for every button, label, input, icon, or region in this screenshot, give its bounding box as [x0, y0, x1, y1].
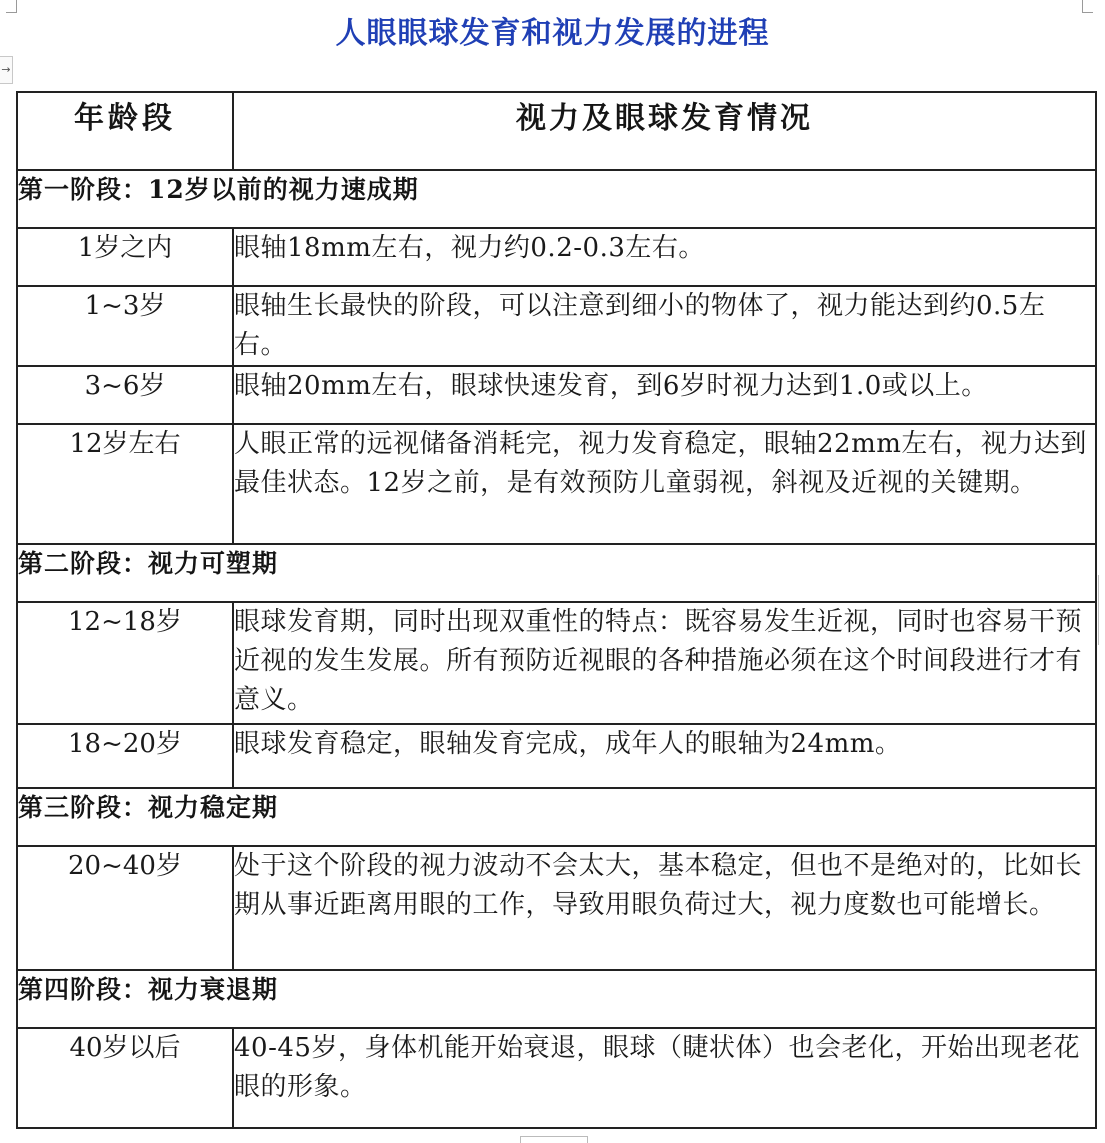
description-cell: 40-45岁，身体机能开始衰退，眼球（睫状体）也会老化，开始出现老花眼的形象。: [233, 1028, 1096, 1128]
table-row: [17, 1028, 1096, 1128]
stage-label: 第三阶段：视力稳定期: [17, 788, 1096, 846]
margin-arrow-icon[interactable]: →: [0, 56, 13, 84]
age-cell: 20~40岁: [17, 846, 233, 970]
stage-label: 第一阶段：12岁以前的视力速成期: [17, 170, 1096, 228]
header-age: 年龄段: [17, 92, 233, 170]
table-row: [17, 724, 1096, 788]
page-title: 人眼眼球发育和视力发展的进程: [335, 16, 770, 51]
age-cell: 3~6岁: [17, 366, 233, 424]
stage-label: 第二阶段：视力可塑期: [17, 544, 1096, 602]
description-cell: 眼轴18mm左右，视力约0.2-0.3左右。: [233, 228, 1096, 286]
stage-row: [17, 970, 1096, 1028]
age-cell: 18~20岁: [17, 724, 233, 788]
age-cell: 12岁左右: [17, 424, 233, 544]
table-row: [17, 228, 1096, 286]
table-row: [17, 602, 1096, 724]
table-header-row: [17, 92, 1096, 170]
stage-row: [17, 170, 1096, 228]
age-cell: 1~3岁: [17, 286, 233, 366]
table-row: [17, 366, 1096, 424]
description-cell: 眼球发育期，同时出现双重性的特点：既容易发生近视，同时也容易干预近视的发生发展。所有预防近视眼的各种措施必须在这个时间段进行才有意义。: [233, 602, 1096, 724]
bottom-margin-mark: [520, 1136, 588, 1143]
description-cell: 眼轴20mm左右，眼球快速发育，到6岁时视力达到1.0或以上。: [233, 366, 1096, 424]
table-row: [17, 846, 1096, 970]
stage-row: [17, 544, 1096, 602]
age-cell: 1岁之内: [17, 228, 233, 286]
age-cell: 12~18岁: [17, 602, 233, 724]
header-description: 视力及眼球发育情况: [233, 92, 1096, 170]
description-cell: 眼球发育稳定，眼轴发育完成，成年人的眼轴为24mm。: [233, 724, 1096, 788]
vision-development-table: [16, 91, 1097, 1129]
description-cell: 眼轴生长最快的阶段，可以注意到细小的物体了，视力能达到约0.5左右。: [233, 286, 1096, 366]
stage-row: [17, 788, 1096, 846]
right-margin-mark: [1098, 575, 1105, 645]
age-cell: 40岁以后: [17, 1028, 233, 1128]
table-row: [17, 424, 1096, 544]
table-row: [17, 286, 1096, 366]
description-cell: 人眼正常的远视储备消耗完，视力发育稳定，眼轴22mm左右，视力达到最佳状态。12岁之前，是有效预防儿童弱视，斜视及近视的关键期。: [233, 424, 1096, 544]
stage-label: 第四阶段：视力衰退期: [17, 970, 1096, 1028]
description-cell: 处于这个阶段的视力波动不会太大，基本稳定，但也不是绝对的，比如长期从事近距离用眼的工作，导致用眼负荷过大，视力度数也可能增长。: [233, 846, 1096, 970]
